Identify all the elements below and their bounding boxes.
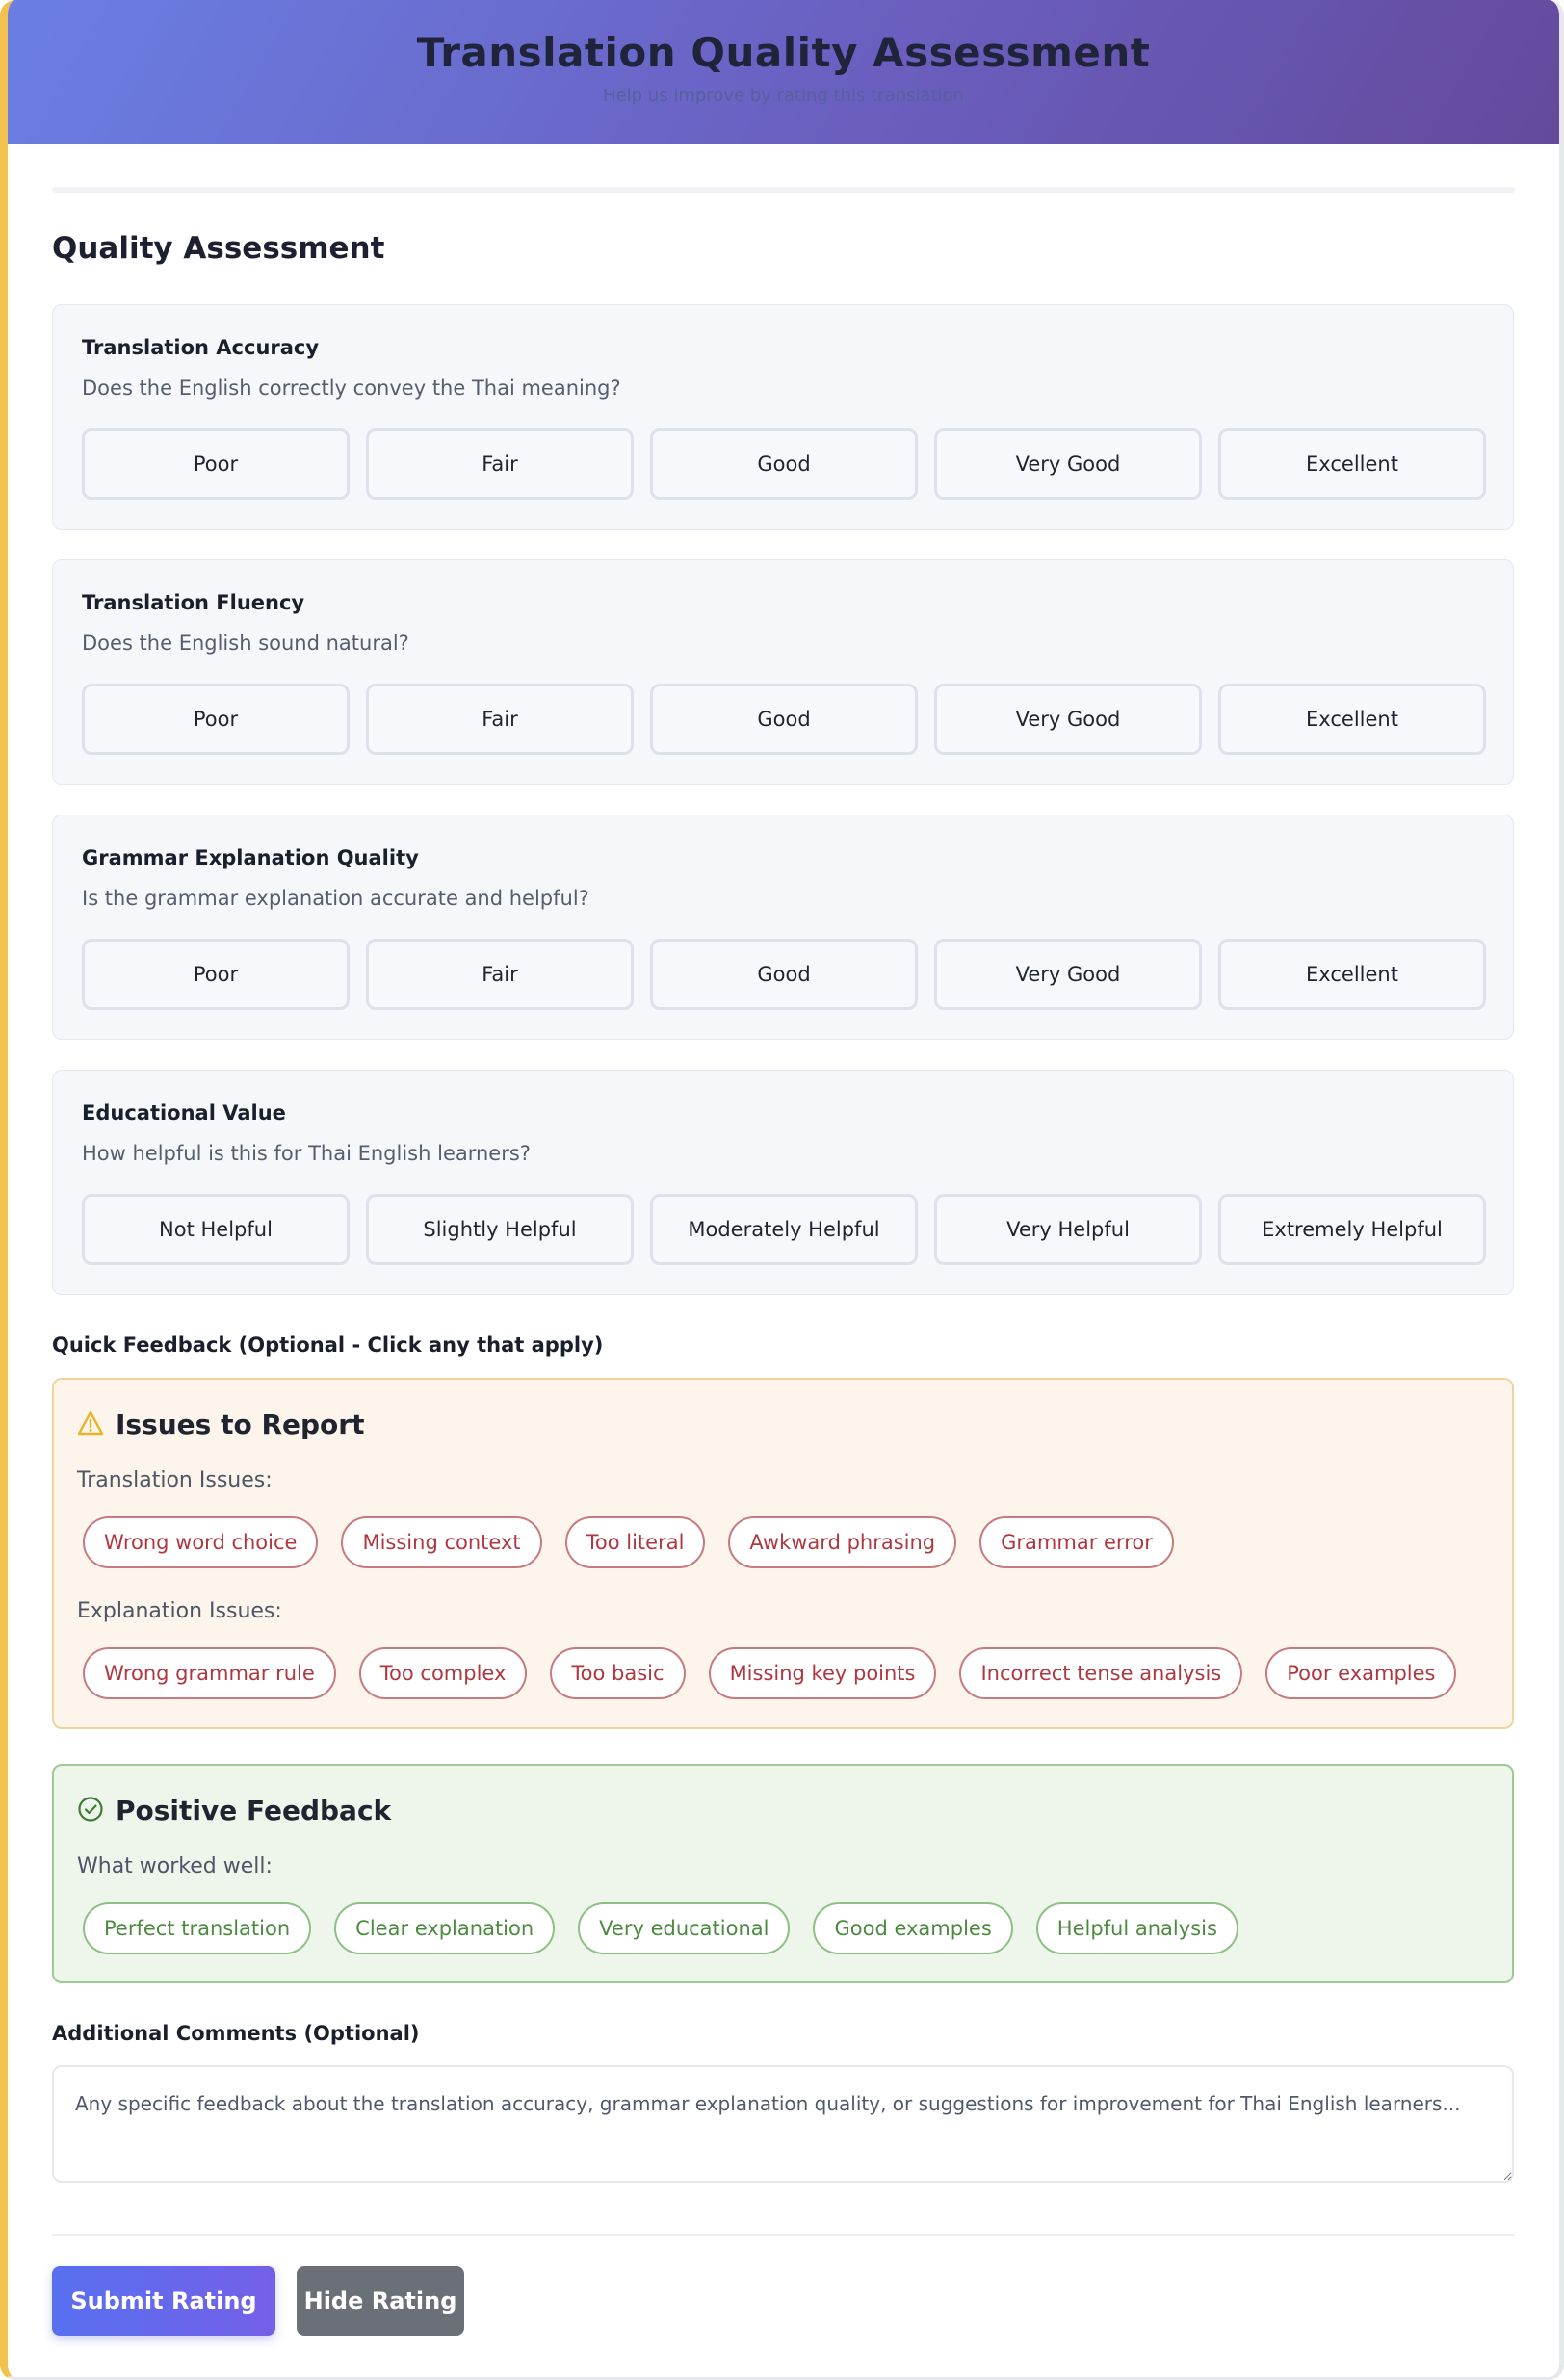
rating-options — [82, 684, 1486, 755]
additional-comments-label: Additional Comments (Optional) — [52, 2022, 420, 2045]
tag-too-literal[interactable]: Too literal — [565, 1516, 706, 1568]
rating-options — [82, 939, 1486, 1010]
question-description: Does the English correctly convey the Thai meaning? — [82, 376, 621, 400]
submit-rating-button[interactable]: Submit Rating — [52, 2266, 275, 2336]
rating-option-good[interactable]: Good — [650, 939, 918, 1010]
warning-icon — [77, 1410, 104, 1439]
rating-option-excellent[interactable]: Excellent — [1218, 684, 1486, 755]
rating-option-not-helpful[interactable]: Not Helpful — [82, 1194, 350, 1265]
explanation-issues-label: Explanation Issues: — [77, 1599, 282, 1623]
translation-issue-tags — [83, 1516, 1174, 1568]
top-divider — [52, 187, 1515, 193]
rating-option-slightly-helpful[interactable]: Slightly Helpful — [366, 1194, 634, 1265]
quick-feedback-label: Quick Feedback (Optional - Click any that apply) — [52, 1333, 604, 1357]
tag-missing-key-points[interactable]: Missing key points — [709, 1647, 937, 1699]
tag-wrong-grammar-rule[interactable]: Wrong grammar rule — [83, 1647, 336, 1699]
rating-option-excellent[interactable]: Excellent — [1218, 428, 1486, 500]
question-description: Is the grammar explanation accurate and helpful? — [82, 887, 589, 910]
rating-option-very-good[interactable]: Very Good — [934, 428, 1202, 500]
rating-option-extremely-helpful[interactable]: Extremely Helpful — [1218, 1194, 1486, 1265]
positive-title: Positive Feedback — [116, 1795, 392, 1826]
page-title: Translation Quality Assessment — [416, 29, 1151, 76]
hide-rating-button[interactable]: Hide Rating — [297, 2266, 464, 2336]
issues-panel — [52, 1378, 1514, 1729]
translation-issues-label: Translation Issues: — [77, 1468, 273, 1492]
rating-option-fair[interactable]: Fair — [366, 684, 634, 755]
tag-too-basic[interactable]: Too basic — [550, 1647, 685, 1699]
tag-grammar-error[interactable]: Grammar error — [979, 1516, 1174, 1568]
tag-too-complex[interactable]: Too complex — [359, 1647, 528, 1699]
issues-header — [77, 1409, 364, 1440]
question-title: Translation Accuracy — [82, 336, 320, 359]
bottom-divider — [52, 2234, 1515, 2236]
rating-option-fair[interactable]: Fair — [366, 428, 634, 500]
question-description: Does the English sound natural? — [82, 632, 409, 655]
rating-options — [82, 428, 1486, 500]
question-translation-fluency — [52, 559, 1514, 785]
rating-option-very-helpful[interactable]: Very Helpful — [934, 1194, 1202, 1265]
rating-option-fair[interactable]: Fair — [366, 939, 634, 1010]
rating-option-good[interactable]: Good — [650, 428, 918, 500]
positive-tags — [83, 1902, 1238, 1954]
rating-option-excellent[interactable]: Excellent — [1218, 939, 1486, 1010]
question-educational-value — [52, 1070, 1514, 1295]
rating-option-poor[interactable]: Poor — [82, 428, 350, 500]
check-circle-icon — [77, 1796, 104, 1826]
question-title: Grammar Explanation Quality — [82, 846, 419, 869]
rating-option-very-good[interactable]: Very Good — [934, 939, 1202, 1010]
positive-label: What worked well: — [77, 1854, 273, 1878]
question-grammar-explanation — [52, 815, 1514, 1040]
tag-good-examples[interactable]: Good examples — [813, 1902, 1012, 1954]
question-description: How helpful is this for Thai English learners? — [82, 1142, 531, 1165]
section-title: Quality Assessment — [52, 231, 385, 266]
tag-awkward-phrasing[interactable]: Awkward phrasing — [728, 1516, 956, 1568]
rating-option-moderately-helpful[interactable]: Moderately Helpful — [650, 1194, 918, 1265]
tag-incorrect-tense-analysis[interactable]: Incorrect tense analysis — [959, 1647, 1242, 1699]
rating-option-very-good[interactable]: Very Good — [934, 684, 1202, 755]
tag-very-educational[interactable]: Very educational — [578, 1902, 790, 1954]
comments-textarea[interactable] — [52, 2065, 1514, 2183]
tag-missing-context[interactable]: Missing context — [341, 1516, 541, 1568]
rating-option-good[interactable]: Good — [650, 684, 918, 755]
page-subtitle: Help us improve by rating this translation — [603, 86, 964, 106]
question-translation-accuracy — [52, 304, 1514, 530]
issues-title: Issues to Report — [116, 1409, 365, 1440]
explanation-issue-tags — [83, 1647, 1456, 1699]
tag-clear-explanation[interactable]: Clear explanation — [334, 1902, 555, 1954]
positive-feedback-panel — [52, 1764, 1514, 1983]
rating-options — [82, 1194, 1486, 1265]
question-title: Educational Value — [82, 1101, 286, 1125]
positive-header — [77, 1795, 391, 1826]
tag-wrong-word-choice[interactable]: Wrong word choice — [83, 1516, 318, 1568]
rating-option-poor[interactable]: Poor — [82, 684, 350, 755]
question-title: Translation Fluency — [82, 591, 305, 614]
tag-helpful-analysis[interactable]: Helpful analysis — [1036, 1902, 1238, 1954]
header-banner — [8, 0, 1559, 144]
tag-poor-examples[interactable]: Poor examples — [1265, 1647, 1456, 1699]
tag-perfect-translation[interactable]: Perfect translation — [83, 1902, 311, 1954]
rating-option-poor[interactable]: Poor — [82, 939, 350, 1010]
